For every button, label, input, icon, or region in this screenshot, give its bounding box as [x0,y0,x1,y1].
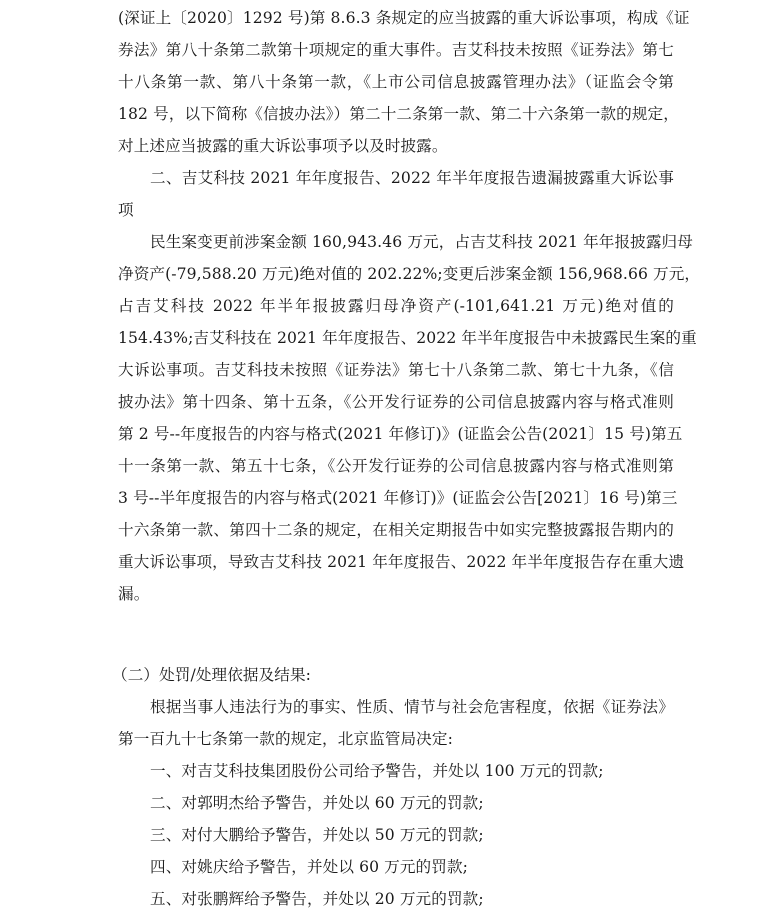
subsection-heading: （二）处罚/处理依据及结果: [112,666,312,684]
paragraph-line: 182 号，以下简称《信披办法》）第二十二条第一款、第二十六条第一款的规定， [118,105,679,123]
paragraph-line: 根据当事人违法行为的事实、性质、情节与社会危害程度，依据《证券法》 [150,698,674,716]
paragraph-line: 154.43%;吉艾科技在 2021 年年度报告、2022 年半年度报告中未披露民生案的重 [118,329,697,347]
paragraph-line: (深证上〔2020〕1292 号)第 8.6.3 条规定的应当披露的重大诉讼事项，构成《证 [118,9,690,27]
penalty-item: 二、对郭明杰给予警告，并处以 60 万元的罚款; [150,794,484,812]
paragraph-line: 第一百九十七条第一款的规定，北京监管局决定: [118,730,453,748]
section-heading: 项 [118,201,134,219]
penalty-item: 三、对付大鹏给予警告，并处以 50 万元的罚款; [150,826,484,844]
penalty-item: 四、对姚庆给予警告，并处以 60 万元的罚款; [150,858,468,876]
paragraph-line: 民生案变更前涉案金额 160,943.46 万元，占吉艾科技 2021 年年报披露归母 [150,233,693,251]
section-heading: 二、吉艾科技 2021 年年度报告、2022 年半年度报告遗漏披露重大诉讼事 [150,169,674,187]
paragraph-line: 十八条第一款、第八十条第一款，《上市公司信息披露管理办法》（证监会令第 [118,73,674,91]
paragraph-line: 净资产(-79,588.20 万元)绝对值的 202.22%;变更后涉案金额 156,968.66 万元， [118,265,701,283]
paragraph-line: 漏。 [118,585,150,603]
paragraph-line: 3 号--半年度报告的内容与格式(2021 年修订)》(证监会公告[2021〕16 号)第三 [118,489,678,507]
paragraph-line: 券法》第八十条第二款第十项规定的重大事件。吉艾科技未按照《证券法》第七 [118,41,674,59]
paragraph-line: 对上述应当披露的重大诉讼事项予以及时披露。 [118,137,448,155]
paragraph-line: 十六条第一款、第四十二条的规定，在相关定期报告中如实完整披露报告期内的 [118,521,674,539]
penalty-item: 一、对吉艾科技集团股份公司给予警告，并处以 100 万元的罚款; [150,762,604,780]
paragraph-line: 大诉讼事项。吉艾科技未按照《证券法》第七十八条第二款、第七十九条，《信 [118,361,674,379]
paragraph-line: 十一条第一款、第五十七条，《公开发行证券的公司信息披露内容与格式准则第 [118,457,674,475]
paragraph-line: 占吉艾科技 2022 年半年报披露归母净资产(-101,641.21 万元)绝对值的 [118,297,674,315]
paragraph-line: 重大诉讼事项，导致吉艾科技 2021 年年度报告、2022 年半年度报告存在重大遗 [118,553,685,571]
paragraph-line: 第 2 号--年度报告的内容与格式(2021 年修订)》(证监会公告(2021〕15 号)第五 [118,425,683,443]
paragraph-line: 披办法》第十四条、第十五条，《公开发行证券的公司信息披露内容与格式准则 [118,393,674,411]
penalty-item: 五、对张鹏辉给予警告，并处以 20 万元的罚款; [150,890,484,908]
